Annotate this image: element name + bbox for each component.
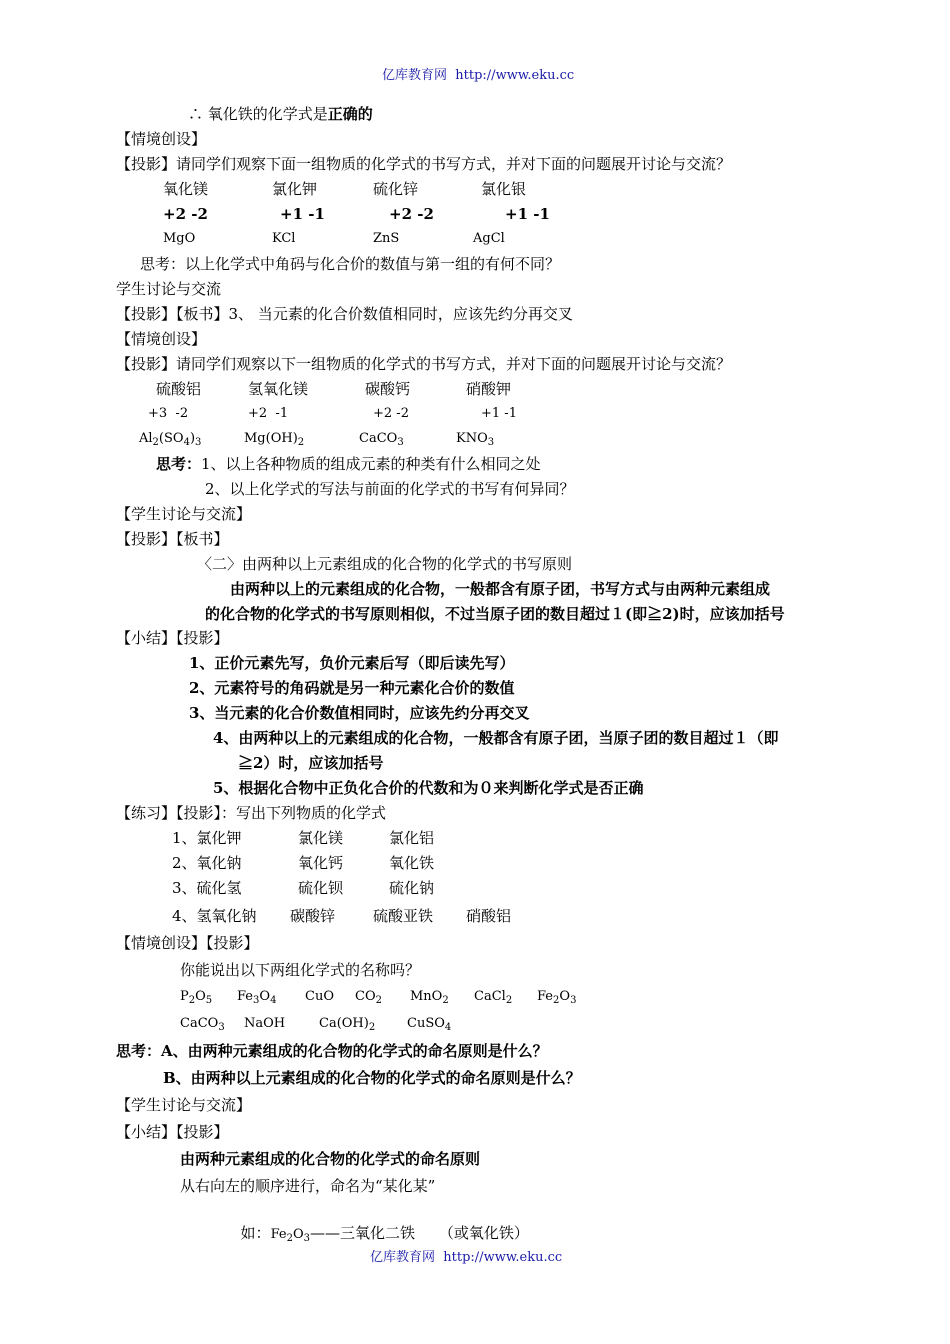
g1-formula-2: KCl: [272, 231, 296, 246]
thinking-q1: 1、以上各种物质的组成元素的种类有什么相同之处: [201, 455, 541, 473]
example-name: ——三氧化二铁 （或氧化铁）: [310, 1224, 529, 1242]
exercise-4-d: 硝酸铝: [466, 907, 512, 925]
naming-formula-2: $Fe_3O_4$: [237, 989, 277, 1006]
naming-formula-9: NaOH: [244, 1016, 286, 1031]
summary-rule-5: 5、根据化合物中正负化合价的代数和为０来判断化学式是否正确: [213, 779, 644, 797]
g1-name-1: 氧化镁: [163, 180, 209, 198]
page-footer: [370, 1248, 562, 1268]
exercise-header: 【练习】【投影】：写出下列物质的化学式: [116, 804, 387, 822]
summary-rule-4: 4、由两种以上的元素组成的化合物，一般都含有原子团，当原子团的数目超过１（即: [213, 729, 779, 747]
example-formula: $Fe_2O_3$: [270, 1227, 310, 1244]
naming-principle-rule: 从右向左的顺序进行，命名为“某化某”: [180, 1177, 436, 1195]
g1-formula-3: ZnS: [373, 231, 400, 246]
naming-formula-8: CaCO$_3$: [180, 1016, 225, 1033]
naming-formula-1: $P_2O_5$: [180, 989, 213, 1006]
summary-rule-3: 3、当元素的化合价数值相同时，应该先约分再交叉: [189, 704, 530, 722]
g1-valence-3: +2 -2: [389, 205, 434, 223]
g2-valence-3: +2 -2: [373, 406, 409, 421]
exercise-1-c: 氯化铝: [389, 829, 435, 847]
exercise-2-c: 氧化铁: [389, 854, 435, 872]
conclusion-line: [188, 104, 373, 124]
exercise-2-b: 氧化钙: [298, 854, 344, 872]
naming-formula-4: $CO_2$: [355, 989, 382, 1006]
g1-name-2: 氯化钾: [272, 180, 318, 198]
g2-name-2: 氢氧化镁: [248, 380, 309, 398]
naming-formula-7: $Fe_2O_3$: [537, 989, 577, 1006]
g2-name-3: 碳酸钙: [365, 380, 411, 398]
projection-question-1: 【投影】请同学们观察下面一组物质的化学式的书写方式，并对下面的问题展开讨论与交流？: [116, 155, 732, 173]
naming-example: [231, 1203, 529, 1245]
summary-rule-1: 1、正价元素先写，负价元素后写（即后读先写）: [189, 654, 515, 672]
footer-url: http://www.eku.cc: [443, 1250, 563, 1265]
student-discussion-1: 学生讨论与交流: [116, 280, 222, 298]
student-discussion-3: 【学生讨论与交流】: [116, 1096, 252, 1114]
footer-site: 亿库教育网: [370, 1250, 436, 1265]
exercise-3-b: 硫化钡: [298, 879, 344, 897]
section-scenario-1: 【情境创设】: [116, 130, 207, 148]
g1-valence-1: +2 -2: [163, 205, 208, 223]
exercise-1-a: 1、氯化钾: [172, 829, 242, 847]
section-scenario-2: 【情境创设】: [116, 330, 207, 348]
header-site: 亿库教育网: [382, 68, 448, 83]
summary-header-2: 【小结】【投影】: [116, 1123, 229, 1141]
exercise-4-c: 硫酸亚铁: [373, 907, 434, 925]
summary-rule-4-cont: ≧2）时，应该加括号: [238, 754, 384, 772]
scenario-projection: 【情境创设】【投影】: [116, 934, 259, 952]
example-label: 如：: [240, 1224, 271, 1242]
exercise-4-b: 碳酸锌: [290, 907, 336, 925]
board-rule-3: 【投影】【板书】3、 当元素的化合价数值相同时，应该先约分再交叉: [116, 305, 573, 323]
summary-rule-2: 2、元素符号的角码就是另一种元素化合价的数值: [189, 679, 515, 697]
naming-question: 你能说出以下两组化学式的名称吗？: [180, 961, 421, 979]
g1-formula-1: MgO: [163, 231, 196, 246]
g1-formula-4: AgCl: [473, 231, 505, 246]
g2-formula-4: $KNO_3$: [456, 431, 495, 448]
g2-name-4: 硝酸钾: [466, 380, 512, 398]
thinking-b: B、由两种以上元素组成的化合物的化学式的命名原则是什么？: [163, 1069, 581, 1087]
naming-formula-3: CuO: [305, 989, 334, 1004]
g1-valence-4: +1 -1: [505, 205, 550, 223]
principle-text-2: 的化合物的化学式的书写原则相似，不过当原子团的数目超过１(即≧2)时，应该加括号: [205, 605, 785, 623]
g2-formula-1: $Al_2(SO_4)_3$: [139, 431, 202, 448]
g1-valence-2: +1 -1: [280, 205, 325, 223]
g2-valence-4: +1 -1: [481, 406, 517, 421]
naming-formula-5: MnO$_2$: [410, 989, 449, 1006]
g2-valence-1: +3 -2: [148, 406, 189, 421]
conclusion-bold: 正确的: [327, 105, 373, 123]
naming-formula-11: CuSO$_4$: [407, 1016, 452, 1033]
student-discussion-2: 【学生讨论与交流】: [116, 505, 252, 523]
thinking-2: [156, 454, 541, 474]
exercise-1-b: 氯化镁: [298, 829, 344, 847]
naming-formula-10: $Ca(OH)_2$: [319, 1016, 376, 1033]
exercise-4-a: 4、氢氧化钠: [172, 907, 257, 925]
exercise-3-a: 3、硫化氢: [172, 879, 242, 897]
page-header: [382, 66, 574, 86]
naming-principle-title: 由两种元素组成的化合物的化学式的命名原则: [180, 1150, 481, 1168]
naming-formula-6: CaCl$_2$: [474, 989, 513, 1006]
exercise-2-a: 2、氧化钠: [172, 854, 242, 872]
summary-header: 【小结】【投影】: [116, 629, 229, 647]
thinking-label: 思考：: [156, 455, 202, 473]
conclusion-text: ∴ 氧化铁的化学式是: [188, 105, 328, 123]
thinking-a: 思考：A、由两种元素组成的化合物的化学式的命名原则是什么？: [116, 1042, 548, 1060]
g1-name-3: 硫化锌: [373, 180, 419, 198]
g2-formula-2: $Mg(OH)_2$: [244, 431, 305, 448]
g2-name-1: 硫酸铝: [156, 380, 202, 398]
projection-board: 【投影】【板书】: [116, 530, 229, 548]
thinking-q2: 2、以上化学式的写法与前面的化学式的书写有何异同？: [205, 480, 575, 498]
g2-valence-2: +2 -1: [248, 406, 289, 421]
g2-formula-3: CaCO$_3$: [359, 431, 404, 448]
projection-question-2: 【投影】请同学们观察以下一组物质的化学式的书写方式，并对下面的问题展开讨论与交流？: [116, 355, 732, 373]
exercise-3-c: 硫化钠: [389, 879, 435, 897]
principle-title: 〈二〉由两种以上元素组成的化合物的化学式的书写原则: [197, 555, 573, 573]
header-url: http://www.eku.cc: [455, 68, 575, 83]
principle-text-1: 由两种以上的元素组成的化合物，一般都含有原子团，书写方式与由两种元素组成: [230, 580, 771, 598]
g1-name-4: 氯化银: [481, 180, 527, 198]
thinking-1: 思考：以上化学式中角码与化合价的数值与第一组的有何不同？: [140, 255, 561, 273]
